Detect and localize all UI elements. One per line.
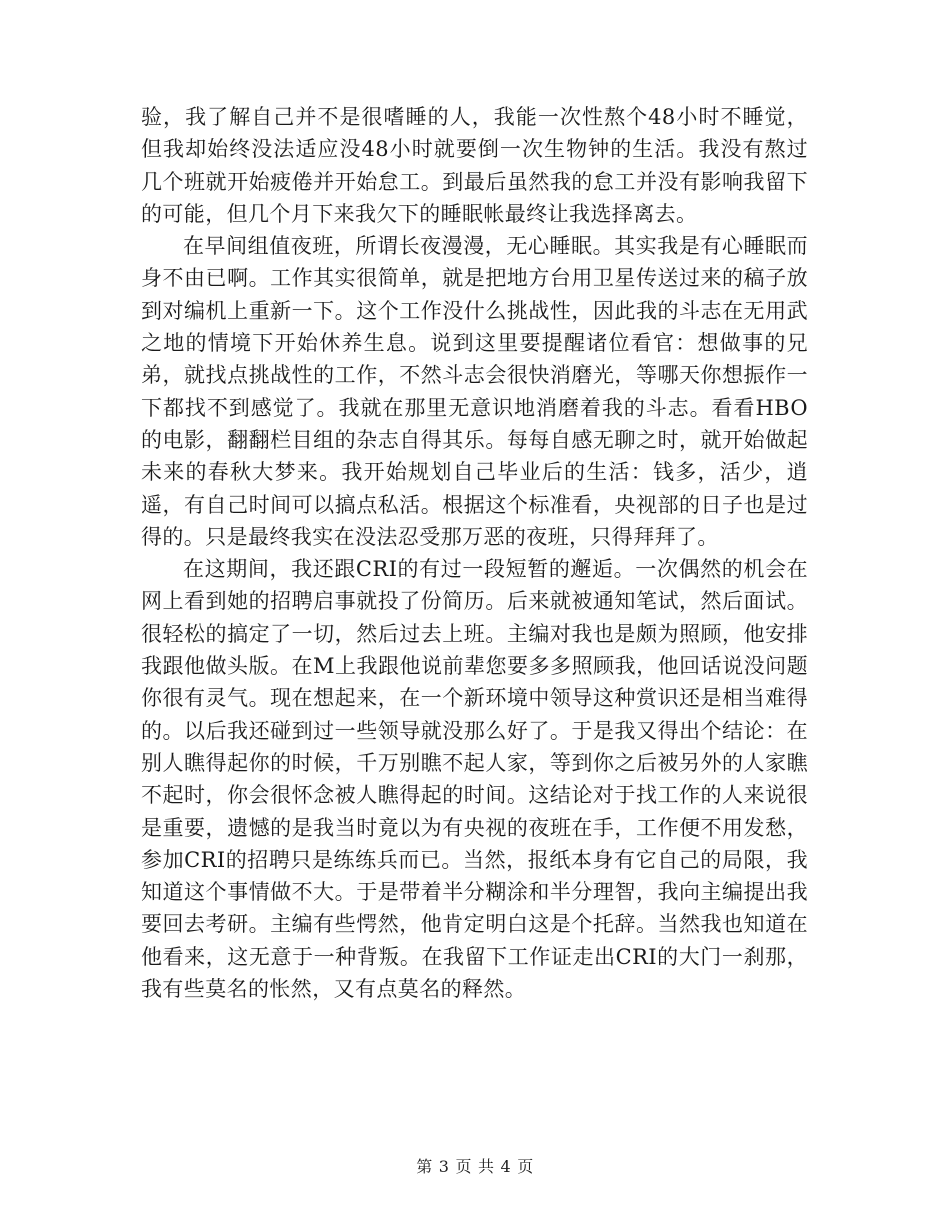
- paragraph-2: 在早间组值夜班，所谓长夜漫漫，无心睡眠。其实我是有心睡眠而身不由已啊。工作其实很简单，就是把地方台用卫星传送过来的稿子放到对编机上重新一下。这个工作没什么挑战性，因此我的斗志在无用武之地的情境下开始休养生息。说到这里要提醒诸位看官：想做事的兄弟，就找点挑战性的工作，不然斗志会很快消磨光，等哪天你想振作一下都找不到感觉了。我就在那里无意识地消磨着我的斗志。看看HBO的电影，翻翻栏目组的杂志自得其乐。每每自感无聊之时，就开始做起未来的春秋大梦来。我开始规划自己毕业后的生活：钱多，活少，逍遥，有自己时间可以搞点私活。根据这个标准看，央视部的日子也是过得的。只是最终我实在没法忍受那万恶的夜班，只得拜拜了。: [141, 234, 808, 549]
- document-body: [141, 101, 808, 1005]
- page-label-suffix: 页: [517, 1157, 534, 1176]
- paragraph-3: 在这期间，我还跟CRI的有过一段短暂的邂逅。一次偶然的机会在网上看到她的招聘启事就投了份简历。后来就被通知笔试，然后面试。很轻松的搞定了一切，然后过去上班。主编对我也是颇为照顾，他安排我跟他做头版。在M上我跟他说前辈您要多多照顾我，他回话说没问题你很有灵气。现在想起来，在一个新环境中领导这种赏识还是相当难得的。以后我还碰到过一些领导就没那么好了。于是我又得出个结论：在别人瞧得起你的时候，千万别瞧不起人家，等到你之后被另外的人家瞧不起时，你会很怀念被人瞧得起的时间。这结论对于找工作的人来说很是重要，遗憾的是我当时竟以为有央视的夜班在手，工作便不用发愁，参加CRI的招聘只是练练兵而已。当然，报纸本身有它自己的局限，我知道这个事情做不大。于是带着半分糊涂和半分理智，我向主编提出我要回去考研。主编有些愕然，他肯定明白这是个托辞。当然我也知道在他看来，这无意于一种背叛。在我留下工作证走出CRI的大门一刹那，我有些莫名的怅然，又有点莫名的释然。: [141, 557, 808, 1002]
- page-footer: [0, 1154, 950, 1177]
- total-label: 共: [478, 1157, 495, 1176]
- paragraph-1: 验，我了解自己并不是很嗜睡的人，我能一次性熬个48小时不睡觉，但我却始终没法适应没48小时就要倒一次生物钟的生活。我没有熬过几个班就开始疲倦并开始怠工。到最后虽然我的怠工并没有影响我留下的可能，但几个月下来我欠下的睡眠帐最终让我选择离去。: [141, 105, 808, 226]
- page-label-prefix: 第: [416, 1157, 433, 1176]
- current-page-number: 3: [438, 1157, 450, 1176]
- total-pages-number: 4: [500, 1157, 512, 1176]
- page-label-mid: 页: [455, 1157, 472, 1176]
